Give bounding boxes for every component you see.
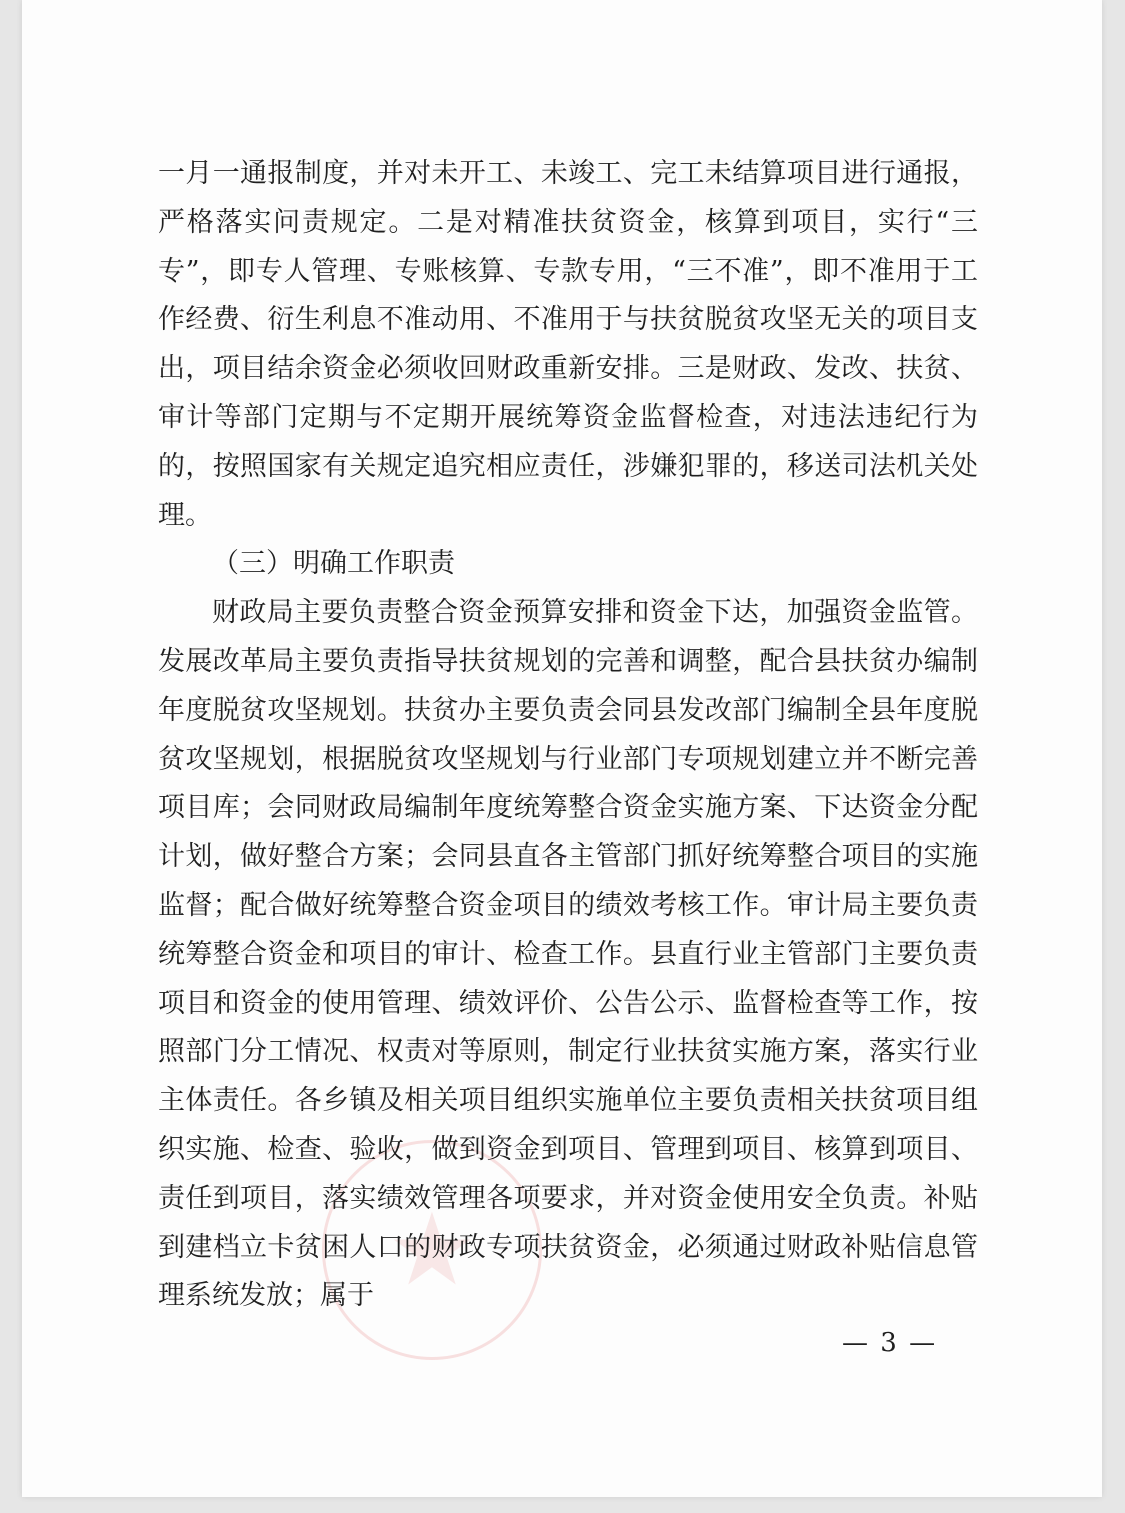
page-number: — 3 — — [842, 1328, 938, 1358]
paragraph-body: 财政局主要负责整合资金预算安排和资金下达，加强资金监管。发展改革局主要负责指导扶贫规划的完善和调整，配合县扶贫办编制年度脱贫攻坚规划。扶贫办主要负责会同县发改部门编制全县年度脱贫攻坚规划，根据脱贫攻坚规划与行业部门专项规划建立并不断完善项目库；会同财政局编制年度统筹整合资金实施方案、下达资金分配计划，做好整合方案；会同县直各主管部门抓好统筹整合项目的实施监督；配合做好统筹整合资金项目的绩效考核工作。审计局主要负责统筹整合资金和项目的审计、检查工作。县直行业主管部门主要负责项目和资金的使用管理、绩效评价、公告公示、监督检查等工作，按照部门分工情况、权责对等原则，制定行业扶贫实施方案，落实行业主体责任。各乡镇及相关项目组织实施单位主要负责相关扶贫项目组织实施、检查、验收，做到资金到项目、管理到项目、核算到项目、责任到项目，落实绩效管理各项要求，并对资金使用安全负责。补贴到建档立卡贫困人口的财政专项扶贫资金，必须通过财政补贴信息管理系统发放；属于 — [158, 597, 978, 1312]
section-heading: （三）明确工作职责 — [212, 548, 455, 580]
document-page — [22, 0, 1102, 1497]
document-body — [158, 150, 978, 1321]
seal-star-icon: ★ — [387, 1191, 477, 1308]
paragraph-continuation: 一月一通报制度，并对未开工、未竣工、完工未结算项目进行通报，严格落实问责规定。二是对精准扶贫资金，核算到项目，实行“三专”，即专人管理、专账核算、专款专用，“三不准”，即不准用于工作经费、衍生利息不准动用、不准用于与扶贫脱贫攻坚无关的项目支出，项目结余资金必须收回财政重新安排。三是财政、发改、扶贫、审计等部门定期与不定期开展统筹资金监督检查，对违法违纪行为的，按照国家有关规定追究相应责任，涉嫌犯罪的，移送司法机关处理。 — [158, 158, 978, 531]
